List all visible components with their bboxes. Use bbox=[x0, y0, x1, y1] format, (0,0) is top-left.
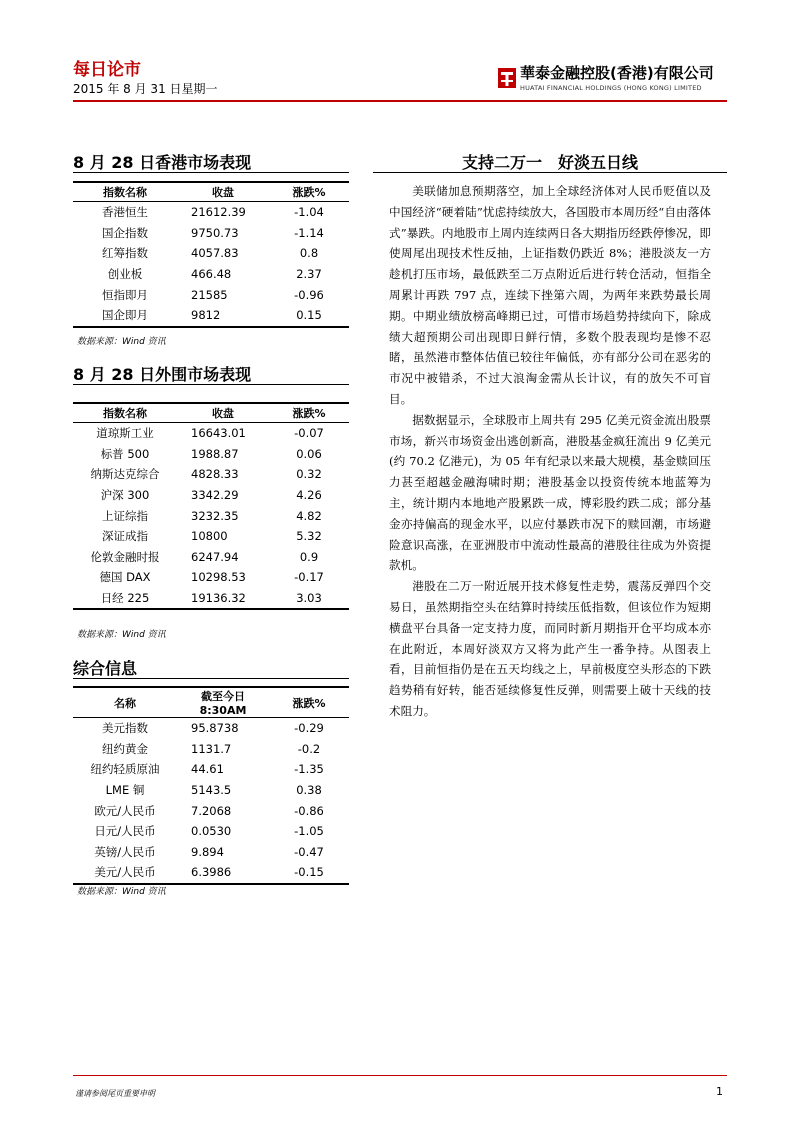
hk-market-title: 8 月 28 日香港市场表现 bbox=[73, 153, 252, 172]
footer-divider bbox=[73, 1075, 727, 1076]
row-change: 4.26 bbox=[296, 488, 322, 503]
table-row bbox=[73, 223, 349, 244]
column-header: 截至今日 8:30AM bbox=[177, 687, 269, 718]
column-header: 指数名称 bbox=[73, 182, 177, 202]
table-row bbox=[73, 505, 349, 526]
column-header: 涨跌% bbox=[269, 403, 349, 423]
row-name: 恒指即月 bbox=[102, 287, 148, 302]
article-title: 支持二万一 好淡五日线 bbox=[461, 153, 638, 172]
row-name: 纳斯达克综合 bbox=[90, 467, 160, 482]
row-name: 伦敦金融时报 bbox=[90, 549, 160, 564]
row-name: 纽约轻质原油 bbox=[90, 762, 160, 777]
row-change: -0.15 bbox=[269, 862, 349, 884]
column-header: 涨跌% bbox=[269, 687, 349, 718]
table-row bbox=[73, 800, 349, 821]
disclaimer-note: 谨请参阅尾页重要申明 bbox=[75, 1089, 155, 1098]
company-name-en: HUATAI FINANCIAL HOLDINGS (HONG KONG) LIMITED bbox=[520, 84, 702, 92]
row-value: 44.61 bbox=[191, 762, 224, 777]
row-name: 红筹指数 bbox=[102, 246, 148, 261]
row-name: 创业板 bbox=[107, 267, 143, 282]
general-info-title-rule bbox=[73, 678, 349, 679]
row-value: 21612.39 bbox=[191, 205, 246, 220]
table-row bbox=[73, 718, 349, 739]
general-info-title: 综合信息 bbox=[73, 659, 138, 678]
row-change: 2.37 bbox=[296, 267, 322, 282]
article-paragraph: 港股在二万一附近展开技术修复性走势，震荡反弹四个交易日，虽然期指空头在结算时持续压低指数，但该位作为短期横盘平台具备一定支持力度，而同时新月期指开仓平均成本亦在此附近，本周好淡双方又将为此产生一番争持。从图表上看，目前恒指仍是在五天均线之上，早前极度空头形态的下跌趋势稍有好转，能否延续修复性反弹，则需要上破十天线的技术阻力。 bbox=[389, 579, 711, 718]
general-info-source: 数据来源：Wind 资讯 bbox=[77, 887, 166, 897]
article-body bbox=[389, 181, 711, 722]
row-value: 10298.53 bbox=[191, 570, 246, 585]
row-value: 95.8738 bbox=[191, 721, 239, 736]
huatai-logo-icon bbox=[498, 66, 516, 90]
column-header: 涨跌% bbox=[269, 182, 349, 202]
table-row bbox=[73, 464, 349, 485]
row-change: 3.03 bbox=[269, 588, 349, 610]
row-value: 7.2068 bbox=[191, 803, 232, 818]
general-info-rows bbox=[73, 718, 349, 884]
table-row bbox=[73, 423, 349, 444]
report-title: 每日论市 bbox=[73, 60, 141, 80]
row-name: 纽约黄金 bbox=[102, 741, 148, 756]
row-name: 英镑/人民币 bbox=[94, 844, 156, 859]
row-change: 0.06 bbox=[296, 446, 322, 461]
article-paragraph: 据数据显示，全球股市上周共有 295 亿美元资金流出股票市场，新兴市场资金出逃创新高，港股基金疯狂流出 9 亿美元(约 70.2 亿港元)，为 05 年有纪录以来最大规模，基金赎回压力甚至超越金融海啸时期；港股基金以投资传统本地蓝筹为主，统计期内本地地产股累跌一成，博彩股约跌二成；部分基金亦持偏高的现金水平，以应付暴跌市况下的赎回潮，市场避险意识高涨，在亚洲股市中流动性最高的港股往往成为外资提款机。 bbox=[389, 412, 711, 573]
table-row bbox=[73, 444, 349, 465]
row-value: 19136.32 bbox=[177, 588, 269, 610]
row-name: 美元/人民币 bbox=[73, 862, 177, 884]
table-row bbox=[73, 485, 349, 506]
row-name: 道琼斯工业 bbox=[96, 426, 154, 441]
global-market-source: 数据来源：Wind 资讯 bbox=[77, 630, 166, 640]
row-change: 5.32 bbox=[296, 529, 322, 544]
global-market-rows bbox=[73, 423, 349, 610]
table-row bbox=[73, 264, 349, 285]
column-header: 收盘 bbox=[177, 403, 269, 423]
table-row bbox=[73, 842, 349, 863]
row-value: 9812 bbox=[177, 305, 269, 327]
row-value: 1131.7 bbox=[191, 741, 232, 756]
row-change: -0.96 bbox=[294, 287, 324, 302]
row-change: -0.86 bbox=[294, 803, 324, 818]
row-change: 0.9 bbox=[299, 549, 319, 564]
row-change: -0.07 bbox=[294, 426, 324, 441]
row-change: -0.29 bbox=[294, 721, 324, 736]
row-name: 国企指数 bbox=[102, 225, 148, 240]
row-value: 3232.35 bbox=[191, 508, 239, 523]
row-change: -1.35 bbox=[294, 762, 324, 777]
table-row bbox=[73, 526, 349, 547]
table-row bbox=[73, 305, 349, 327]
hk-market-source: 数据来源：Wind 资讯 bbox=[77, 337, 166, 347]
global-market-table bbox=[73, 402, 349, 610]
row-value: 9.894 bbox=[191, 844, 224, 859]
row-name: 美元指数 bbox=[102, 721, 148, 736]
row-name: 香港恒生 bbox=[102, 205, 148, 220]
row-value: 4828.33 bbox=[191, 467, 239, 482]
company-logo bbox=[498, 62, 738, 102]
hk-market-table bbox=[73, 181, 349, 328]
column-header: 名称 bbox=[73, 687, 177, 718]
row-value: 466.48 bbox=[191, 267, 232, 282]
row-name: 日经 225 bbox=[73, 588, 177, 610]
row-change: 0.15 bbox=[269, 305, 349, 327]
hk-market-rows bbox=[73, 202, 349, 327]
row-value: 3342.29 bbox=[191, 488, 239, 503]
row-name: LME 铜 bbox=[105, 783, 145, 798]
header-divider bbox=[73, 100, 727, 102]
column-header: 收盘 bbox=[177, 182, 269, 202]
row-value: 16643.01 bbox=[191, 426, 246, 441]
row-change: -1.14 bbox=[294, 225, 324, 240]
row-value: 9750.73 bbox=[191, 225, 239, 240]
row-name: 深证成指 bbox=[102, 529, 148, 544]
row-change: -0.2 bbox=[297, 741, 321, 756]
row-name: 德国 DAX bbox=[99, 570, 151, 585]
row-change: -0.47 bbox=[294, 844, 324, 859]
table-row bbox=[73, 547, 349, 568]
row-change: -1.05 bbox=[294, 824, 324, 839]
hk-market-title-rule bbox=[73, 172, 349, 173]
table-row bbox=[73, 780, 349, 801]
global-market-title: 8 月 28 日外围市场表现 bbox=[73, 365, 252, 384]
row-value: 0.0530 bbox=[191, 824, 232, 839]
table-row bbox=[73, 243, 349, 264]
table-row bbox=[73, 862, 349, 884]
row-change: 0.8 bbox=[299, 246, 319, 261]
row-value: 10800 bbox=[191, 529, 228, 544]
table-row bbox=[73, 567, 349, 588]
row-name: 标普 500 bbox=[100, 446, 150, 461]
row-name: 沪深 300 bbox=[100, 488, 150, 503]
row-value: 6.3986 bbox=[177, 862, 269, 884]
row-value: 6247.94 bbox=[191, 549, 239, 564]
page-number: 1 bbox=[716, 1085, 723, 1098]
row-change: 0.32 bbox=[296, 467, 322, 482]
row-name: 上证综指 bbox=[102, 508, 148, 523]
row-change: 0.38 bbox=[296, 783, 322, 798]
report-date: 2015 年 8 月 31 日星期一 bbox=[73, 82, 218, 96]
table-row bbox=[73, 739, 349, 760]
row-value: 1988.87 bbox=[191, 446, 239, 461]
row-value: 21585 bbox=[191, 287, 228, 302]
article-title-rule bbox=[373, 172, 727, 173]
row-name: 欧元/人民币 bbox=[94, 803, 156, 818]
table-row bbox=[73, 284, 349, 305]
table-row bbox=[73, 821, 349, 842]
company-name-cn: 華泰金融控股(香港)有限公司 bbox=[520, 64, 714, 82]
table-row bbox=[73, 588, 349, 610]
row-value: 5143.5 bbox=[191, 783, 232, 798]
row-change: -1.04 bbox=[294, 205, 324, 220]
row-name: 日元/人民币 bbox=[94, 824, 156, 839]
row-value: 4057.83 bbox=[191, 246, 239, 261]
table-row bbox=[73, 759, 349, 780]
article-paragraph: 美联储加息预期落空，加上全球经济体对人民币贬值以及中国经济“硬着陆”忧虑持续放大，各国股市本周历经“自由落体式”暴跌。内地股市上周内连续两日各大期指历经跌停惨况，即使周尾出现技术性反抽，上证指数仍跌近 8%；港股淡友一方趁机打压市场，最低跌至二万点附近后进行转仓活动，恒指全周累计再跌 797 点，连续下挫第六周，为两年来跌势最长周期。中期业绩放榜高峰期已过，可惜市场趋势持续向下，除成绩大超预期公司出现即日鲜行情，多数个股表现均是惨不忍睹，虽然港市整体估值已较往年偏低，亦有部分公司在恶劣的市况中被错杀，不过大浪淘金需从长计议，有的放矢不可盲目。 bbox=[389, 184, 711, 406]
global-market-title-rule bbox=[73, 384, 349, 385]
row-name: 国企即月 bbox=[73, 305, 177, 327]
general-info-table bbox=[73, 686, 349, 885]
column-header: 指数名称 bbox=[73, 403, 177, 423]
table-row bbox=[73, 202, 349, 223]
row-change: 4.82 bbox=[296, 508, 322, 523]
row-change: -0.17 bbox=[294, 570, 324, 585]
